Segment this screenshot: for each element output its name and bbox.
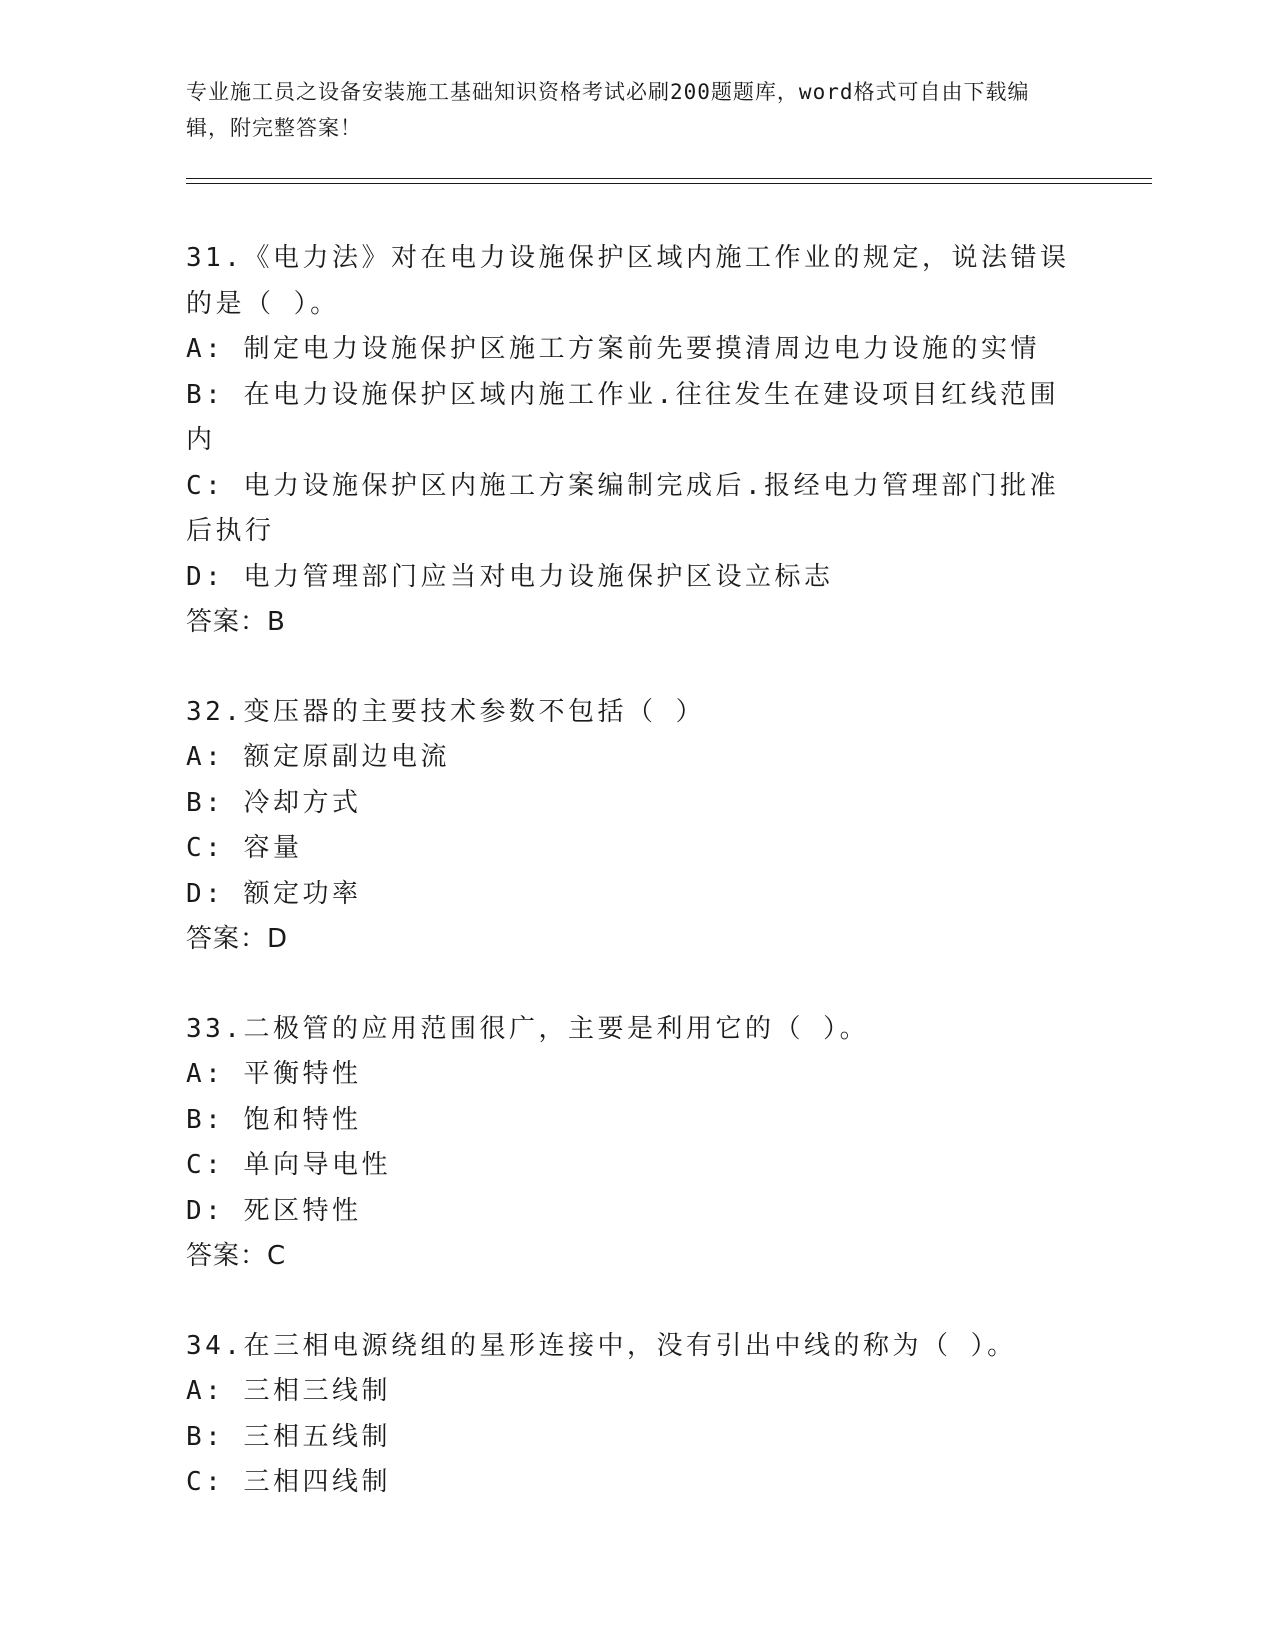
question-33 xyxy=(186,1007,1086,1280)
answer-value: D xyxy=(267,924,289,954)
question-spacer xyxy=(186,963,1086,1007)
answer-value: C xyxy=(267,1241,287,1271)
question-31 xyxy=(186,236,1086,646)
question-stem: 34.在三相电源绕组的星形连接中，没有引出中线的称为（ ）。 xyxy=(186,1330,1017,1361)
option-a: A: 三相三线制 xyxy=(186,1376,391,1406)
option-a: A: 制定电力设施保护区施工方案前先要摸清周边电力设施的实情 xyxy=(186,334,1040,364)
answer-line xyxy=(186,917,1086,963)
question-stem: 33.二极管的应用范围很广，主要是利用它的（ ）。 xyxy=(186,1013,870,1044)
option-c: C: 单向导电性 xyxy=(186,1150,391,1180)
option-c: C: 容量 xyxy=(186,833,303,863)
answer-value: B xyxy=(267,607,286,637)
answer-label: 答案： xyxy=(186,924,268,954)
option-d: D: 死区特性 xyxy=(186,1195,362,1226)
header-divider-bottom xyxy=(186,183,1152,184)
option-a: A: 平衡特性 xyxy=(186,1059,362,1089)
header-divider-top xyxy=(186,178,1152,179)
document-header: 专业施工员之设备安装施工基础知识资格考试必刷200题题库，word格式可自由下载编辑，附完整答案！ xyxy=(186,80,1030,140)
question-list xyxy=(186,236,1086,1506)
option-b: B: 在电力设施保护区域内施工作业.往往发生在建设项目红线范围内 xyxy=(186,379,1060,455)
option-d: D: 电力管理部门应当对电力设施保护区设立标志 xyxy=(186,561,834,592)
question-spacer xyxy=(186,1280,1086,1324)
option-c: C: 三相四线制 xyxy=(186,1467,391,1497)
option-b: B: 冷却方式 xyxy=(186,787,362,818)
option-a: A: 额定原副边电流 xyxy=(186,742,450,772)
question-spacer xyxy=(186,646,1086,690)
answer-label: 答案： xyxy=(186,607,268,637)
question-32 xyxy=(186,690,1086,963)
option-b: B: 三相五线制 xyxy=(186,1421,391,1452)
question-34 xyxy=(186,1324,1086,1506)
answer-line xyxy=(186,1234,1086,1280)
option-b: B: 饱和特性 xyxy=(186,1104,362,1135)
option-c: C: 电力设施保护区内施工方案编制完成后.报经电力管理部门批准后执行 xyxy=(186,470,1060,546)
option-d: D: 额定功率 xyxy=(186,878,362,909)
answer-line xyxy=(186,600,1086,646)
answer-label: 答案： xyxy=(186,1241,268,1271)
question-stem: 32.变压器的主要技术参数不包括（ ） xyxy=(186,696,706,727)
question-stem: 31.《电力法》对在电力设施保护区域内施工作业的规定，说法错误的是（ ）。 xyxy=(186,243,1070,319)
